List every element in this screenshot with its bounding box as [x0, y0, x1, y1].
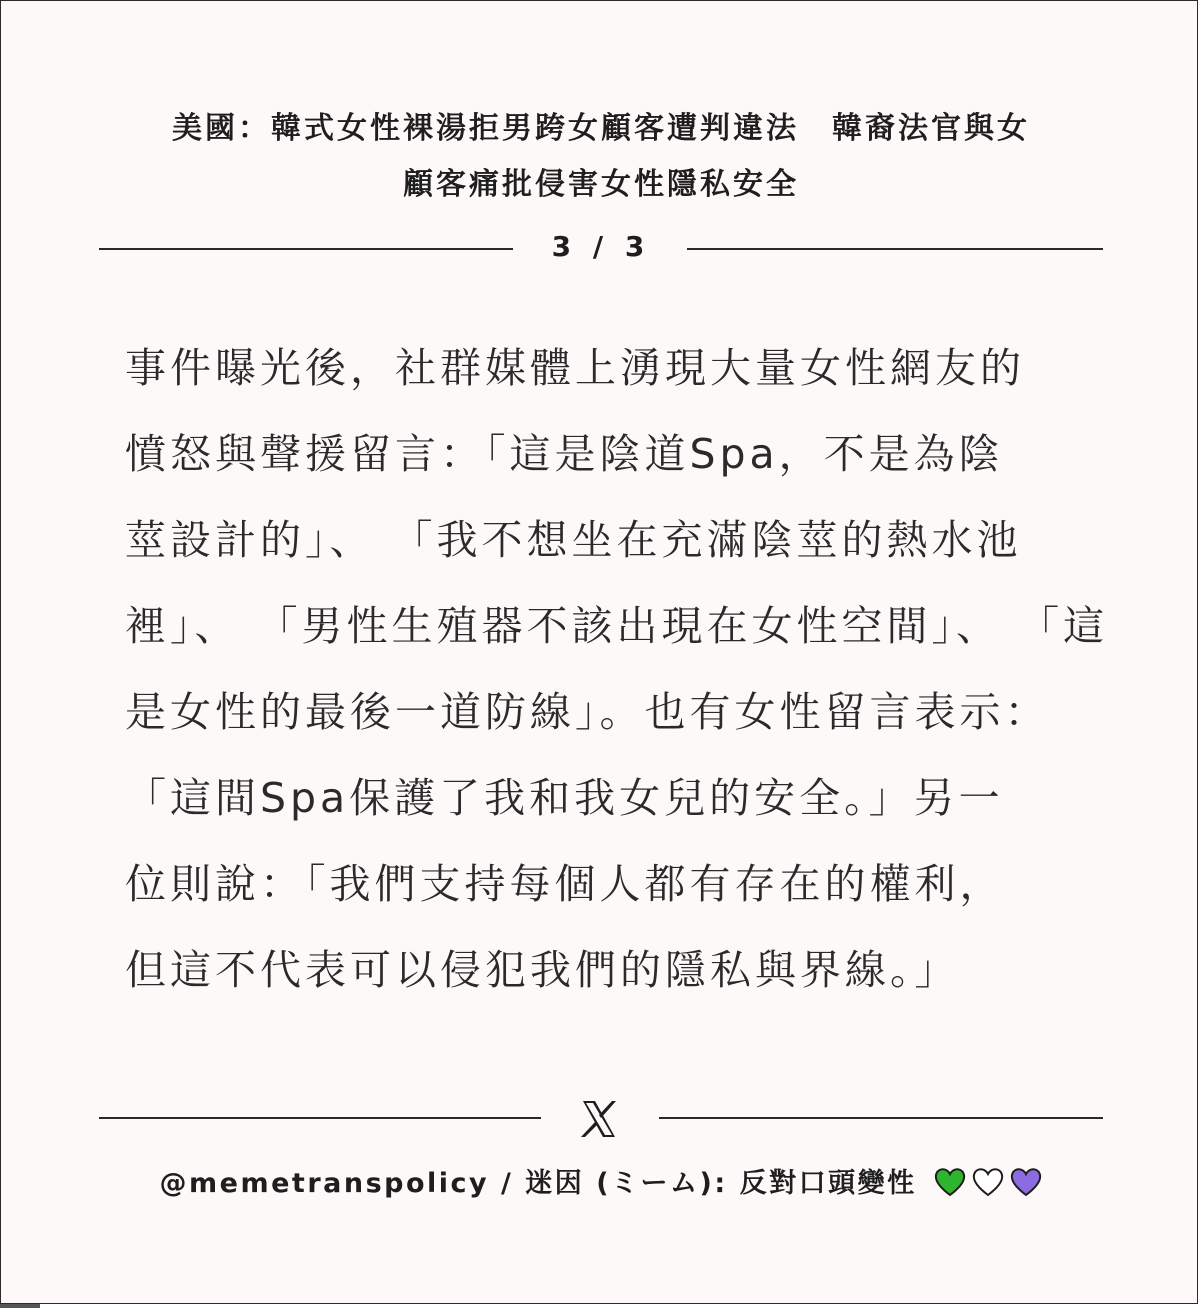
- body-line: 位則說：「我們支持每個人都有存在的權利，: [125, 860, 1005, 908]
- divider-right-bottom: [659, 1117, 1103, 1119]
- body-line: 但這不代表可以侵犯我們的隱私與界線。」: [125, 946, 960, 994]
- footer-credit: [101, 1161, 1101, 1207]
- purple-heart-icon: [1010, 1167, 1042, 1197]
- divider-left-top: [99, 248, 513, 250]
- divider-left-bottom: [99, 1117, 541, 1119]
- body-line: 莖設計的」、 「我不想坐在充滿陰莖的熱水池: [125, 516, 1022, 564]
- body-line: 事件曝光後，社群媒體上湧現大量女性網友的: [125, 344, 1025, 392]
- headline-line-1: 美國：韓式女性裸湯拒男跨女顧客遭判違法 韓裔法官與女: [172, 111, 1030, 146]
- green-heart-icon: [934, 1167, 966, 1197]
- article-body: [125, 325, 1109, 1013]
- headline-line-2: 顧客痛批侵害女性隱私安全: [403, 167, 799, 202]
- body-line: 憤怒與聲援留言：「這是陰道Spa，不是為陰: [125, 430, 1004, 478]
- author-handle: @memetranspolicy / 迷因 (ミーム): 反對口頭變性: [159, 1168, 917, 1199]
- x-logo-icon: [571, 1095, 627, 1143]
- headline: [101, 101, 1101, 213]
- white-heart-icon: [972, 1167, 1004, 1197]
- body-line: 是女性的最後一道防線」。也有女性留言表示：: [125, 688, 1050, 736]
- body-line: 「這間Spa保護了我和我女兒的安全。」另一: [125, 774, 1004, 822]
- body-line: 裡」、 「男性生殖器不該出現在女性空間」、 「這: [125, 602, 1109, 650]
- card-shadow: [0, 1304, 40, 1308]
- divider-right-top: [687, 248, 1103, 250]
- page-indicator: 3 / 3: [551, 230, 651, 263]
